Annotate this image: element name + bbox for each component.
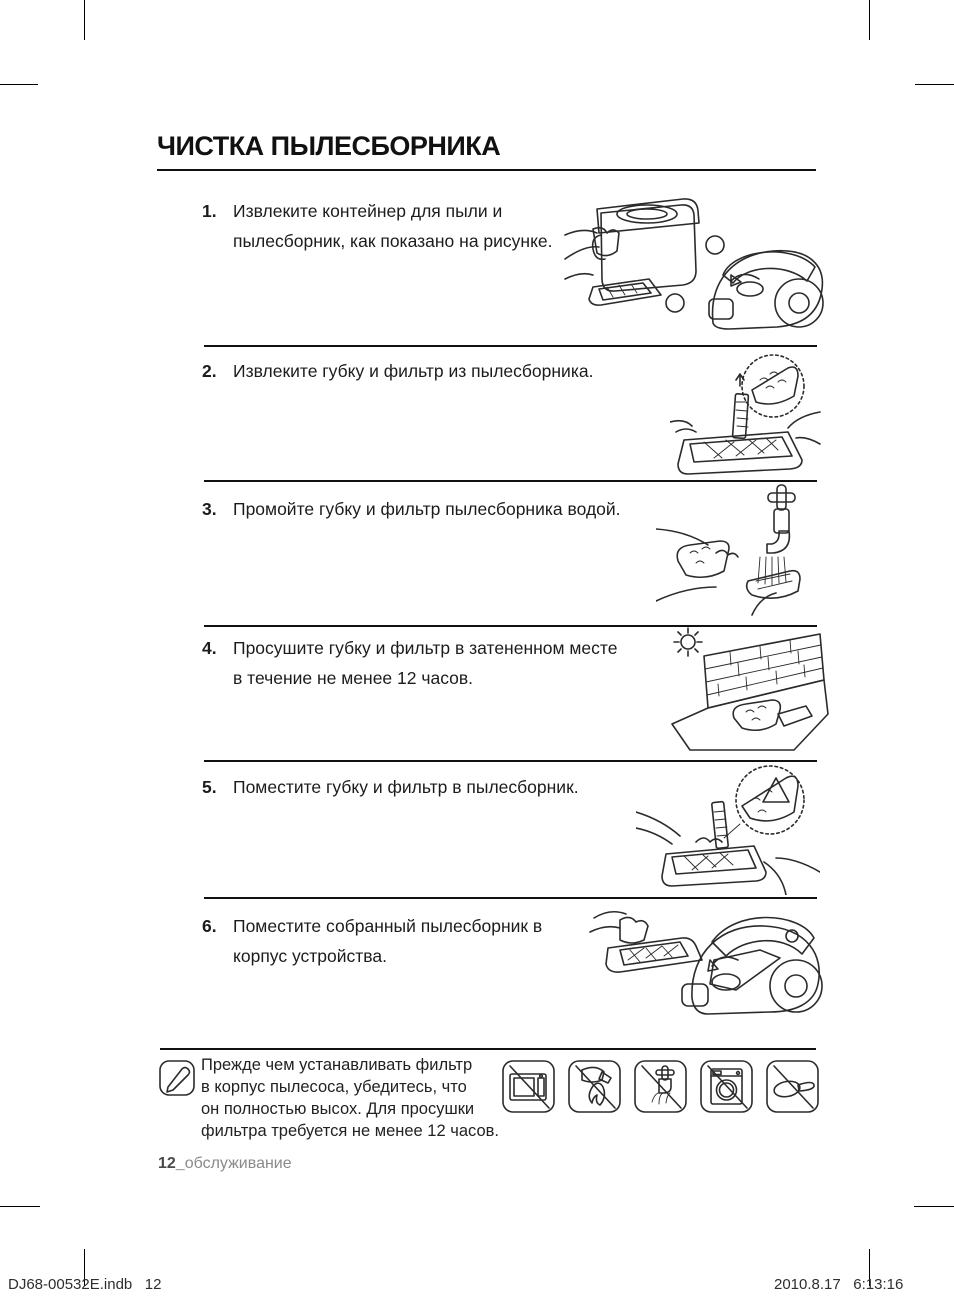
no-hot-water-tap-icon: [632, 1058, 689, 1115]
no-brush-icon: [764, 1058, 821, 1115]
step-text: Извлеките контейнер для пыли и пылесборник, как показано на рисунке.: [233, 201, 553, 251]
print-date: 2010.8.17: [774, 1276, 841, 1293]
illustration-drying-filter-in-shade: [638, 626, 830, 758]
illustration-vacuum-dust-container-removal: [563, 183, 828, 341]
step-number: 3.: [202, 499, 217, 519]
no-hairdryer-flame-icon: [566, 1058, 623, 1115]
faucet-icon: [767, 485, 795, 553]
step-number: 5.: [202, 777, 217, 797]
step-number: 2.: [202, 361, 217, 381]
page-footer: [158, 1155, 292, 1173]
brick-wall-icon: [704, 634, 824, 708]
crop-mark: [914, 1206, 954, 1207]
crop-mark: [84, 0, 85, 40]
step-number: 6.: [202, 916, 217, 936]
no-washing-machine-icon: [698, 1058, 755, 1115]
note-pencil-icon: [158, 1059, 196, 1097]
illustration-washing-sponge-filter-under-tap: [656, 483, 820, 619]
step-badge-2: [666, 294, 684, 312]
magnifier-circle-icon: [742, 355, 804, 417]
crop-mark: [915, 84, 954, 85]
step-text: Поместите собранный пылесборник в корпус устройства.: [233, 916, 543, 966]
page-number: 12_: [158, 1155, 185, 1172]
print-footer-left: [8, 1276, 161, 1293]
step-text: Промойте губку и фильтр пылесборника водой.: [233, 499, 621, 519]
water-stream-icon: [758, 557, 786, 585]
illustration-inserting-dust-container-into-body: [586, 898, 832, 1020]
shade-area: [672, 680, 828, 750]
print-page-number: 12: [144, 1276, 162, 1293]
svg-text:1: 1: [711, 238, 719, 252]
step-text: Просушите губку и фильтр в затененном месте в течение не менее 12 часов.: [233, 638, 618, 688]
print-time: 6:13:16: [853, 1276, 904, 1293]
step-number: 1.: [202, 201, 217, 221]
illustration-sponge-filter-removal-from-bin: [670, 352, 822, 478]
step-badge-1: [706, 236, 724, 254]
illustration-inserting-sponge-filter-into-bin: [636, 762, 820, 895]
step-divider: [204, 480, 817, 482]
sun-icon: [674, 628, 702, 656]
step-divider: [204, 345, 817, 347]
crop-mark: [0, 84, 38, 85]
crop-mark: [0, 1206, 40, 1207]
svg-text:!: !: [773, 787, 779, 804]
step-number: 4.: [202, 638, 217, 658]
step-text: Поместите губку и фильтр в пылесборник.: [233, 777, 579, 797]
svg-text:2: 2: [671, 296, 679, 310]
print-footer-right: [774, 1276, 903, 1293]
no-oven-drying-icon: [500, 1058, 557, 1115]
page-title: ЧИСТКА ПЫЛЕСБОРНИКА: [157, 131, 501, 161]
step-text: Извлеките губку и фильтр из пылесборника.: [233, 361, 594, 381]
note-text: Прежде чем устанавливать фильтр в корпус пылесоса, убедитесь, что он полностью высох. Для просушки фильтра требуется не менее 12 часов.: [201, 1056, 499, 1140]
title-rule: [157, 169, 816, 171]
section-name: обслуживание: [184, 1155, 292, 1172]
note-divider: [160, 1048, 816, 1050]
file-name: DJ68-00532E.indb: [8, 1276, 133, 1293]
crop-mark: [869, 0, 870, 40]
